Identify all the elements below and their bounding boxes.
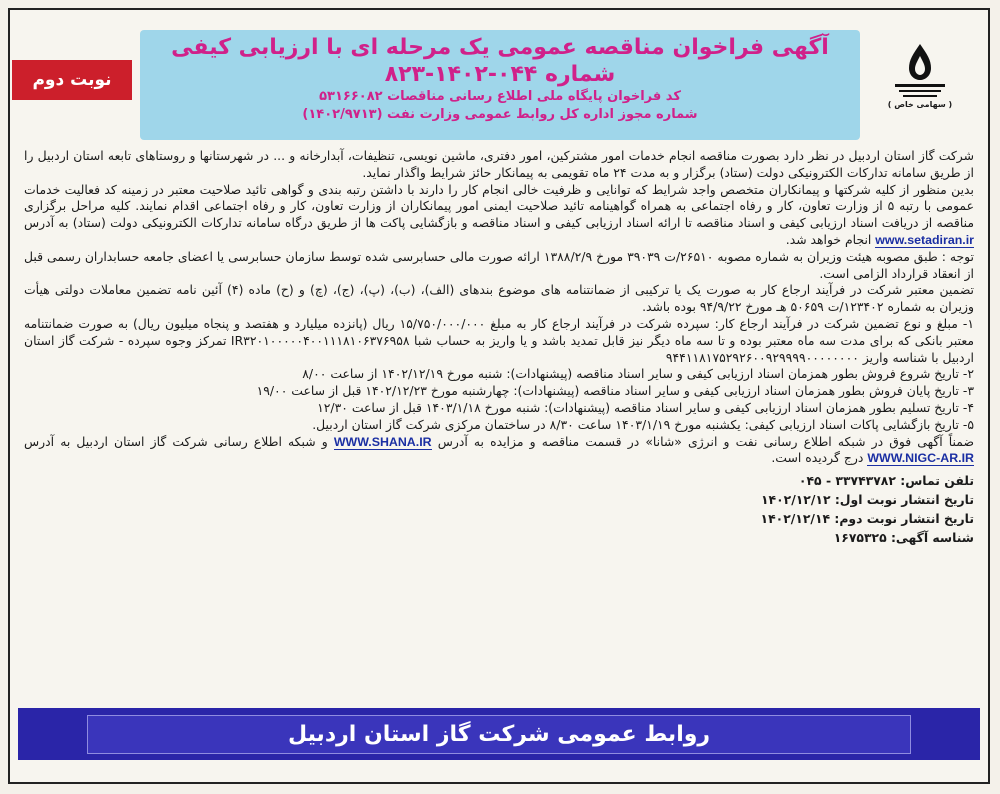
item-2: ۲- تاریخ شروع فروش بطور همزمان اسناد ارزیابی کیفی و سایر اسناد مناقصه (پیشنهادات): شنبه مورخ ۱۴۰۲/۱۲/۱۹ از ساعت ۸/۰۰ (302, 366, 974, 382)
footer-banner (18, 708, 980, 760)
ad-body (24, 148, 974, 704)
item-3: ۳- تاریخ پایان فروش بطور همزمان اسناد ارزیابی کیفی و سایر اسناد مناقصه (پیشنهادات): چهارشنبه مورخ ۱۴۰۲/۱۲/۲۳ قبل از ساعت ۱۹/۰۰ (256, 383, 974, 399)
contact-phone: تلفن تماس: ۳۳۷۴۳۷۸۲ - ۰۴۵ (798, 473, 974, 489)
eligibility-paragraph (24, 182, 974, 249)
ad-number: شماره ۰۴۴-۱۴۰۲-۸۲۳ (384, 62, 616, 87)
footer-label: روابط عمومی شرکت گاز استان اردبیل (87, 715, 911, 754)
company-logo (870, 40, 970, 140)
shana-link[interactable]: WWW.SHANA.IR (333, 434, 432, 449)
item-1: ۱- مبلغ و نوع تضمین شرکت در فرآیند ارجاع کار: سپرده شرکت در فرآیند ارجاع کار به مبلغ ۱۵/۷۵۰/۰۰۰/۰۰۰ ریال (پانزده میلیارد و هفتصد و پنجاه میلیون ریال) به صورت ضمانتنامه معتبر بانکی که برای مدت سه ماه معتبر بوده و تا سه ماه دیگر نیز قابل تمدید باشد و یا واریز به حساب شبا IR۳۲۰۱۰۰۰۰۰۴۰۰۱۱۱۸۱۰۶۳۷۶۹۵۸ تمرکز وجوه سپرده - شرکت گاز استان اردبیل با شناسه واریز ۹۴۴۱۱۸۱۷۵۲۹۲۶۰۰۹۲۹۹۹۹۰۰۰۰۰۰۰۰ (24, 315, 974, 365)
gas-company-logo-icon (885, 40, 955, 100)
eligibility-text: بدین منظور از کلیه شرکتها و پیمانکاران متخصص واجد شرایط که توانایی و ظرفیت خالی انجام کار را دارند با داشتن رتبه بندی و گواهی تائید صلاحیت معتبر در زمینه کد فعالیت خدمات عمومی با رتبه ۵ از وزارت تعاون، کار و رفاه اجتماعی به همراه گواهینامه تائید صلاحیت ایمنی امور پیمانکاران از وزارت تعاون، کار و رفاه اجتماعی اقدام نمایند. کلیه مراحل برگزاری مناقصه از دریافت اسناد ارزیابی کیفی و اسناد مناقصه تا ارائه اسناد ارزیابی کیفی و اسناد مناقصه و بازگشایی پاکت ها از طریق درگاه سامانه تدارکات الکترونیکی دولت (ستاد) به آدرس (24, 181, 974, 231)
publication-end: درج گردیده است. (771, 450, 864, 466)
ad-id: شناسه آگهی: ۱۶۷۵۳۲۵ (833, 529, 974, 545)
first-publish-date: تاریخ انتشار نوبت اول: ۱۴۰۲/۱۲/۱۲ (760, 491, 974, 507)
publication-text: ضمناً آگهی فوق در شبکه اطلاع رسانی نفت و انرژی «شانا» در قسمت مناقصه و مزایده به آدرس (437, 433, 974, 449)
ad-header (140, 30, 860, 140)
item-5: ۵- تاریخ بازگشایی پاکات اسناد ارزیابی کیفی: یکشنبه مورخ ۱۴۰۳/۱/۱۹ ساعت ۸/۳۰ در ساختمان مرکزی شرکت گاز استان اردبیل. (312, 416, 974, 432)
setad-link[interactable]: www.setadiran.ir (875, 232, 974, 247)
note-paragraph: توجه : طبق مصوبه هیئت وزیران به شماره مصوبه ۲۶۵۱۰/ت ۳۹۰۳۹ مورخ ۱۳۸۸/۲/۹ ارائه صورت مالی حسابرسی شده توسط سازمان حسابرسی یا اعضای جامعه حسابداران رسمی قبل از انعقاد قرارداد الزامی است. (24, 248, 974, 281)
second-publish-date: تاریخ انتشار نوبت دوم: ۱۴۰۲/۱۲/۱۴ (760, 510, 974, 526)
publication-text-2: و شبکه اطلاع رسانی شرکت گاز استان اردبیل به آدرس (24, 433, 328, 449)
intro-paragraph: شرکت گاز استان اردبیل در نظر دارد بصورت مناقصه انجام خدمات امور مشترکین، امور دفتری، ماشین نویسی، تنظیفات، آبدارخانه و ... در شهرستانها و روستاهای تابعه استان اردبیل را از طریق سامانه تدارکات الکترونیکی دولت (ستاد) برگزار و به مدت ۲۴ ماه تقویمی به پیمانکار حائز شرایط واگذار نماید. (24, 148, 974, 180)
ad-title: آگهی فراخوان مناقصه عمومی یک مرحله ای با ارزیابی کیفی (171, 35, 829, 60)
permit-number: شماره مجوز اداره کل روابط عمومی وزارت نفت (۱۴۰۲/۹۷۱۳) (302, 107, 698, 122)
portal-code: کد فراخوان پایگاه ملی اطلاع رسانی مناقصات ۵۳۱۶۶۰۸۲ (319, 89, 681, 104)
item-4: ۴- تاریخ تسلیم بطور همزمان اسناد ارزیابی کیفی و سایر اسناد مناقصه (پیشنهادات): شنبه مورخ ۱۴۰۳/۱/۱۸ قبل از ساعت ۱۲/۳۰ (317, 399, 974, 415)
second-run-badge: نوبت دوم (12, 60, 132, 100)
nigc-link[interactable]: WWW.NIGC-AR.IR (867, 451, 974, 466)
guarantee-paragraph: تضمین معتبر شرکت در فرآیند ارجاع کار به صورت یک یا ترکیبی از ضمانتنامه های موضوع بندهای (الف)، (ب)، (پ)، (ج)، (چ) و (ح) ماده (۴) آئین نامه تضمین معاملات دولتی هیأت وزیران به شماره ۱۲۳۴۰۲/ت ۵۰۶۵۹ هـ مورخ ۹۴/۹/۲۲ بوده باشد. (24, 282, 974, 315)
logo-caption: ( سهامی خاص ) (887, 100, 953, 109)
publication-paragraph (24, 434, 974, 468)
eligibility-end: انجام خواهد شد. (785, 231, 872, 247)
